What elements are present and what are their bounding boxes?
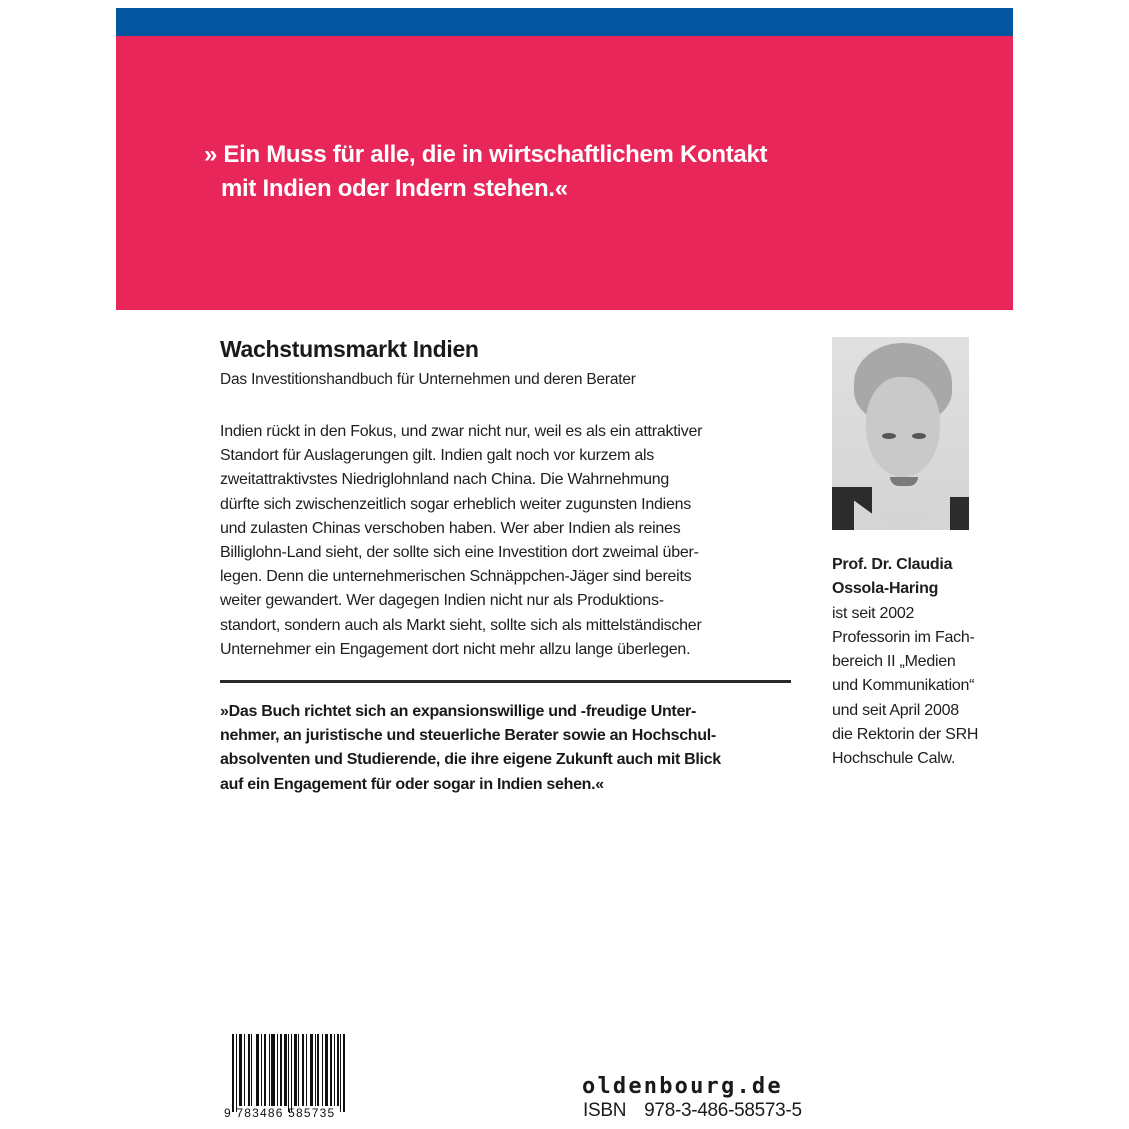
description-line: Indien rückt in den Fokus, und zwar nicht nur, weil es als ein attraktiver — [220, 423, 703, 440]
barcode-digits: 9 783486 585735 — [224, 1106, 336, 1120]
bio-line: ist seit 2002 — [832, 604, 915, 622]
book-subtitle: Das Investitionshandbuch für Unternehmen und deren Berater — [220, 371, 636, 388]
isbn-barcode — [226, 1034, 362, 1120]
pull-quote-line: auf ein Engagement für oder sogar in Indien sehen.« — [220, 775, 604, 793]
isbn — [583, 1100, 802, 1122]
photo-eye — [882, 433, 896, 439]
description-line: dürfte sich zwischenzeitlich sogar erheblich weiter zugunsten Indiens — [220, 495, 692, 513]
photo-face — [866, 377, 940, 477]
bio-line: bereich II „Medien — [832, 653, 956, 671]
author-bio — [832, 553, 1022, 772]
description-line: zweitattraktivstes Niedriglohnland nach China. Die Wahrnehmung — [220, 471, 670, 489]
photo-jacket — [949, 497, 969, 530]
section-divider — [220, 680, 791, 683]
header-quote-line-2: mit Indien oder Indern stehen.« — [221, 175, 568, 202]
header-quote — [204, 138, 844, 206]
description-line: und zulasten Chinas verschoben haben. Wer aber Indien als reines — [220, 519, 681, 537]
pull-quote-line: nehmer, an juristische und steuerliche Berater sowie an Hochschul- — [220, 727, 716, 745]
description-line: Unternehmer ein Engagement dort nicht mehr allzu lange überlegen. — [220, 640, 691, 658]
pull-quote-line: absolventen und Studierende, die ihre eigene Zukunft auch mit Blick — [220, 751, 721, 769]
bio-line: Hochschule Calw. — [832, 750, 956, 768]
book-title: Wachstumsmarkt Indien — [220, 336, 479, 362]
pull-quote-line: »Das Buch richtet sich an expansionswillige und -freudige Unter- — [220, 703, 697, 720]
author-photo — [832, 337, 969, 530]
isbn-label: ISBN — [583, 1100, 627, 1121]
description-line: standort, sondern auch als Markt sieht, sollte sich als mittelständischer — [220, 616, 702, 634]
isbn-value: 978-3-486-58573-5 — [644, 1100, 802, 1121]
book-description — [220, 420, 800, 662]
pull-quote — [220, 700, 800, 797]
photo-eye — [912, 433, 926, 439]
bio-line: und seit April 2008 — [832, 701, 959, 719]
publisher-url: oldenbourg.de — [582, 1074, 783, 1099]
description-line: Standort für Auslagerungen gilt. Indien galt noch vor kurzem als — [220, 447, 655, 465]
top-color-bar — [116, 8, 1013, 36]
bio-line: Professorin im Fach- — [832, 628, 975, 646]
description-line: legen. Denn die unternehmerischen Schnäppchen-Jäger sind bereits — [220, 568, 692, 586]
bio-line: und Kommunikation“ — [832, 677, 975, 695]
header-quote-line-1: » Ein Muss für alle, die in wirtschaftlichem Kontakt — [204, 141, 768, 168]
bio-line: die Rektorin der SRH — [832, 726, 979, 744]
author-name-line: Ossola-Haring — [832, 580, 939, 598]
photo-mouth — [890, 477, 918, 486]
description-line: weiter gewandert. Wer dagegen Indien nicht nur als Produktions- — [220, 592, 664, 610]
barcode-bars-icon — [232, 1034, 360, 1112]
author-name-line: Prof. Dr. Claudia — [832, 556, 953, 573]
description-line: Billiglohn-Land sieht, der sollte sich eine Investition dort zweimal über- — [220, 544, 699, 562]
